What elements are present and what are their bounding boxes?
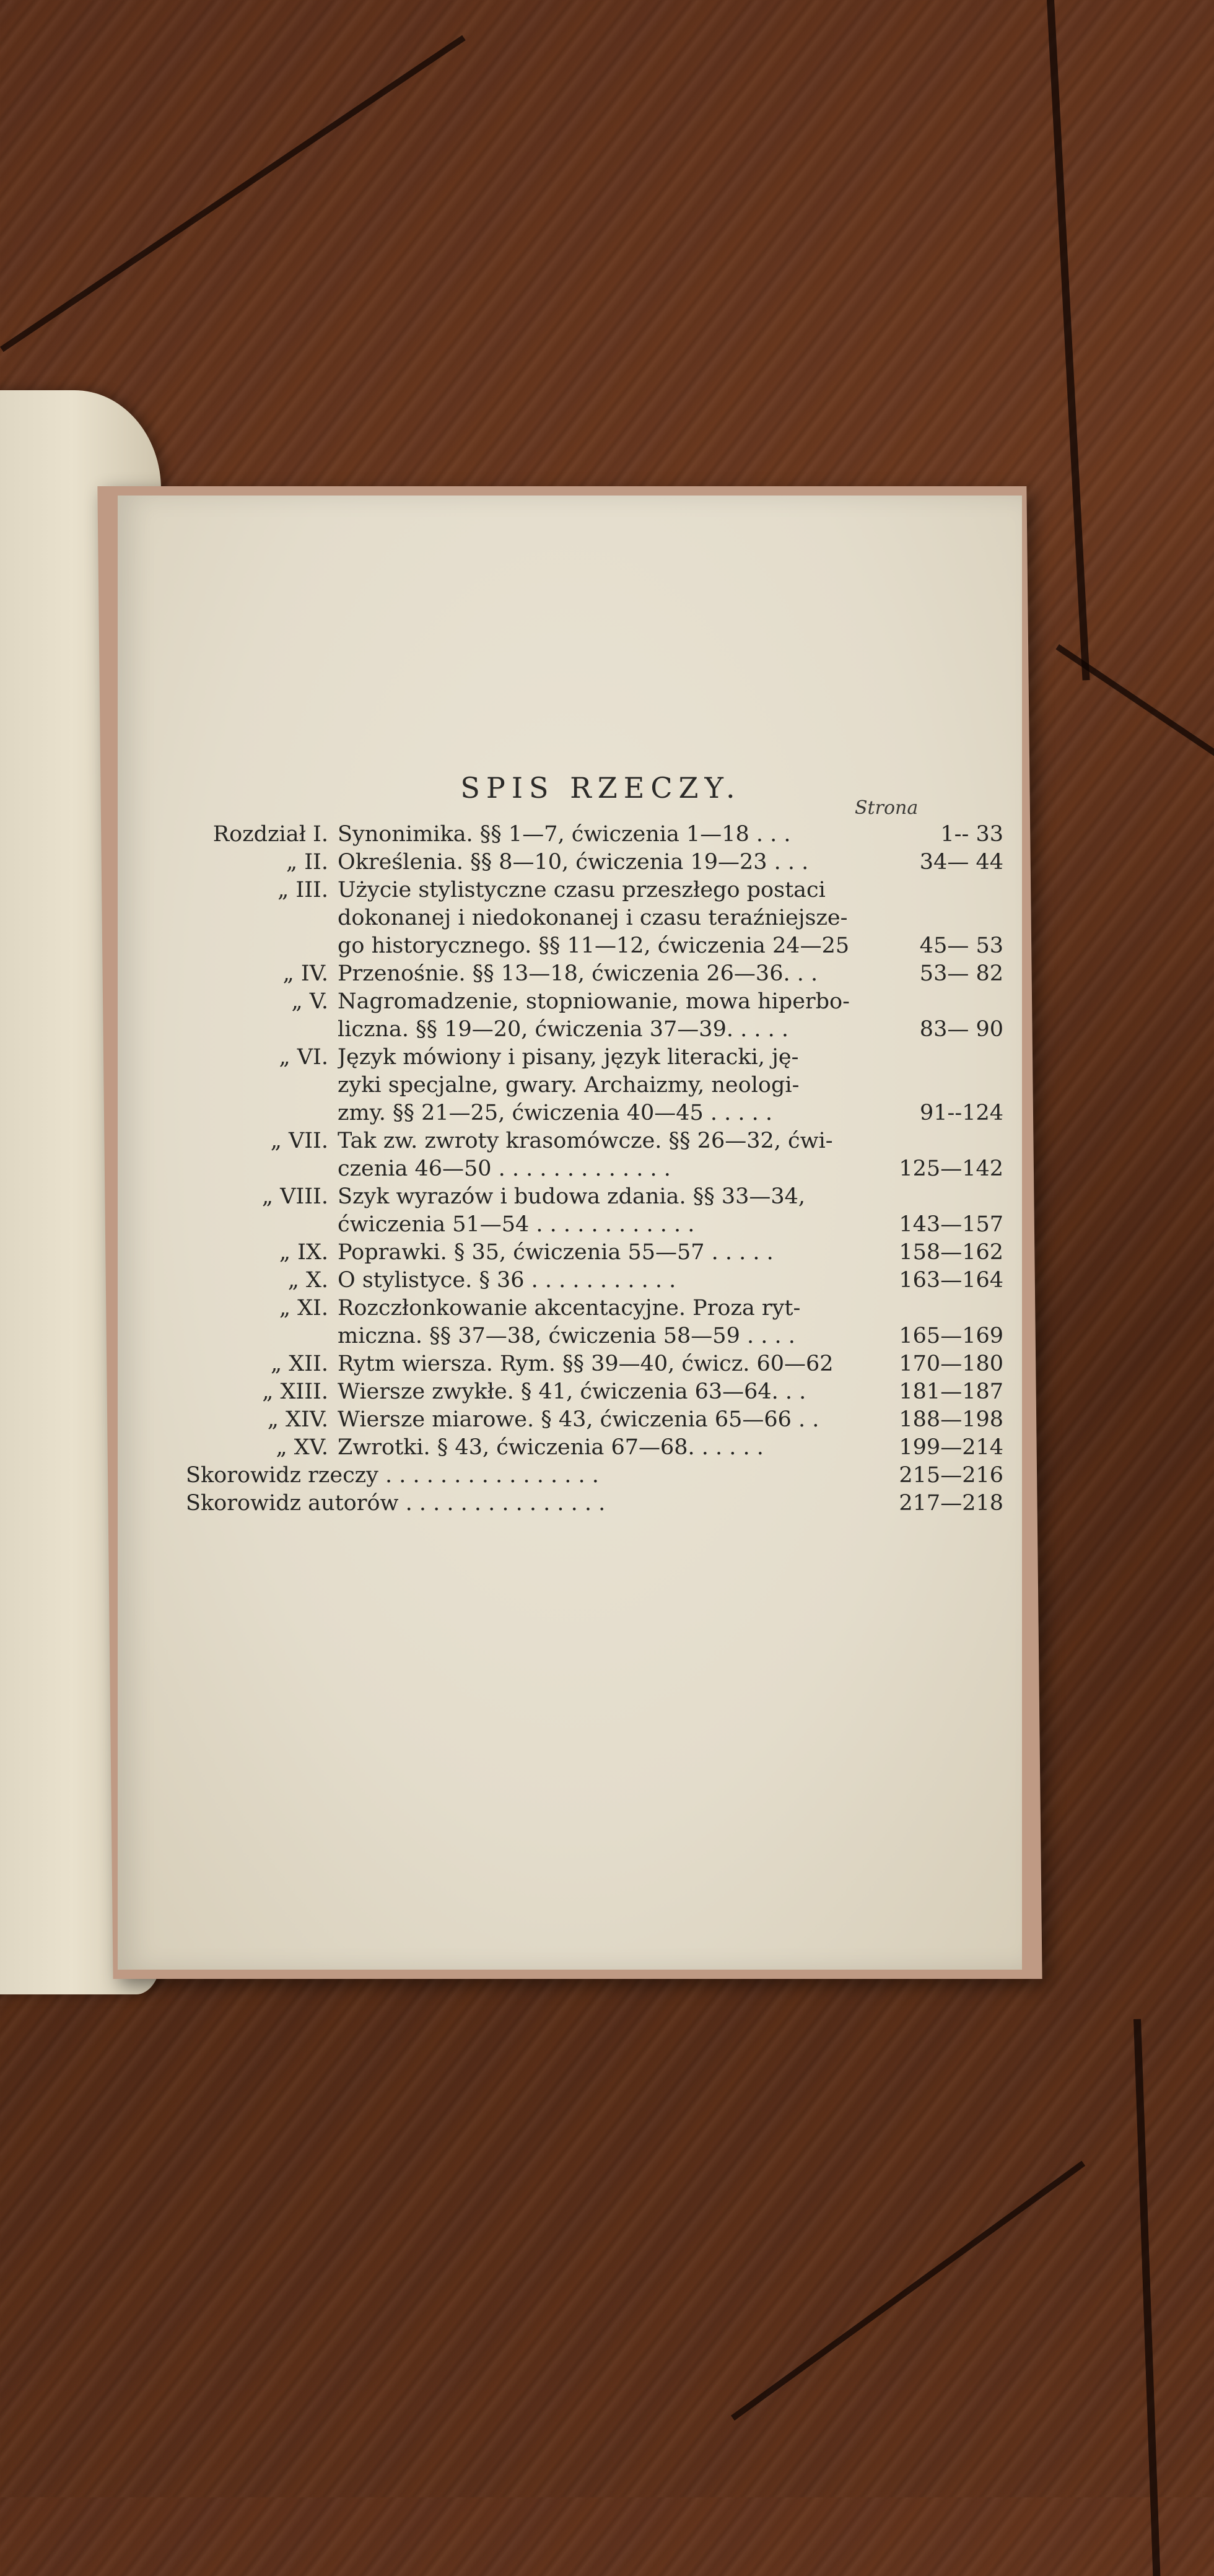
chapter-number: „ V. (291, 989, 328, 1014)
page-range: 165—169 (899, 1324, 1003, 1348)
chapter-title: Wiersze zwykłe. § 41, ćwiczenia 63—64. . . (338, 1379, 806, 1404)
page-range: 170—180 (899, 1351, 1003, 1376)
toc-row (186, 1016, 1003, 1044)
toc-row (186, 932, 1003, 960)
chapter-title: zyki specjalne, gwary. Archaizmy, neologi- (338, 1073, 800, 1098)
chapter-number: „ X. (287, 1268, 328, 1293)
toc-row (186, 988, 1003, 1016)
page-range: 158—162 (899, 1240, 1003, 1265)
page-range: 83— 90 (919, 1017, 1003, 1042)
chapter-title: Szyk wyrazów i budowa zdania. §§ 33—34, (338, 1184, 806, 1209)
chapter-number: „ VIII. (261, 1184, 328, 1209)
toc-row (186, 904, 1003, 932)
toc-row (186, 1239, 1003, 1267)
toc-row (186, 1072, 1003, 1099)
chapter-title: liczna. §§ 19—20, ćwiczenia 37—39. . . . . (338, 1017, 788, 1042)
page-range: 1-- 33 (940, 822, 1003, 847)
chapter-title: Synonimika. §§ 1—7, ćwiczenia 1—18 . . . (338, 822, 791, 847)
chapter-number: „ XII. (271, 1351, 328, 1376)
chapter-title: Poprawki. § 35, ćwiczenia 55—57 . . . . . (338, 1240, 774, 1265)
chapter-number: „ IX. (279, 1240, 328, 1265)
page-range: 125—142 (899, 1156, 1003, 1181)
chapter-number: „ VI. (279, 1045, 328, 1070)
page-range: 45— 53 (919, 933, 1003, 958)
chapter-title: Wiersze miarowe. § 43, ćwiczenia 65—66 . . (338, 1407, 819, 1432)
toc-row (186, 1044, 1003, 1072)
toc-row (186, 1462, 1003, 1490)
page-range: 163—164 (899, 1268, 1003, 1293)
chapter-number: „ XIII. (262, 1379, 328, 1404)
chapter-title: Skorowidz autorów . . . . . . . . . . . . . . . (186, 1491, 606, 1516)
chapter-number: „ III. (277, 878, 328, 902)
toc-row (186, 1350, 1003, 1378)
floor-seam (1133, 2019, 1160, 2576)
chapter-number: „ IV. (282, 961, 328, 986)
chapter-title: Rytm wiersza. Rym. §§ 39—40, ćwicz. 60—62 (338, 1351, 834, 1376)
toc-row (186, 849, 1003, 876)
page-range: 188—198 (899, 1407, 1003, 1432)
table-of-contents (186, 821, 1003, 1517)
page-range: 199—214 (899, 1435, 1003, 1460)
toc-row (186, 1378, 1003, 1406)
floor-seam (1055, 644, 1214, 781)
chapter-title: ćwiczenia 51—54 . . . . . . . . . . . . (338, 1212, 695, 1237)
chapter-number: „ XIV. (267, 1407, 328, 1432)
toc-row (186, 1127, 1003, 1155)
toc-row (186, 1155, 1003, 1183)
toc-row (186, 821, 1003, 849)
chapter-title: Nagromadzenie, stopniowanie, mowa hiperbo- (338, 989, 850, 1014)
chapter-number: „ XV. (276, 1435, 328, 1460)
chapter-number: „ VII. (270, 1129, 328, 1153)
toc-row (186, 1490, 1003, 1517)
chapter-number: Rozdział I. (212, 822, 328, 847)
chapter-number: „ XI. (279, 1296, 328, 1321)
chapter-title: Przenośnie. §§ 13—18, ćwiczenia 26—36. . . (338, 961, 818, 986)
chapter-number: „ II. (286, 850, 328, 875)
chapter-title: miczna. §§ 37—38, ćwiczenia 58—59 . . . . (338, 1324, 795, 1348)
page-range: 143—157 (899, 1212, 1003, 1237)
page-range: 53— 82 (919, 961, 1003, 986)
toc-row (186, 960, 1003, 988)
chapter-title: dokonanej i niedokonanej i czasu teraźniejsze- (338, 906, 848, 930)
toc-row (186, 876, 1003, 904)
page-range: 34— 44 (919, 850, 1003, 875)
toc-row (186, 1406, 1003, 1434)
chapter-title: zmy. §§ 21—25, ćwiczenia 40—45 . . . . . (338, 1101, 773, 1125)
toc-heading: SPIS RZECZY. (460, 771, 741, 805)
page-range: 217—218 (899, 1491, 1003, 1516)
chapter-title: Zwrotki. § 43, ćwiczenia 67—68. . . . . . (338, 1435, 764, 1460)
page-range: 215—216 (899, 1463, 1003, 1488)
floor-seam (0, 35, 466, 352)
toc-row (186, 1295, 1003, 1322)
chapter-title: Określenia. §§ 8—10, ćwiczenia 19—23 . . . (338, 850, 809, 875)
chapter-title: Język mówiony i pisany, język literacki, ję- (338, 1045, 799, 1070)
chapter-title: Rozczłonkowanie akcentacyjne. Proza ryt- (338, 1296, 801, 1321)
toc-row (186, 1267, 1003, 1295)
toc-row (186, 1434, 1003, 1462)
toc-row (186, 1211, 1003, 1239)
chapter-title: Tak zw. zwroty krasomówcze. §§ 26—32, ćwi- (338, 1129, 833, 1153)
page-range: 181—187 (899, 1379, 1003, 1404)
floor-seam (1047, 0, 1090, 680)
floor-seam (731, 2161, 1085, 2421)
chapter-title: czenia 46—50 . . . . . . . . . . . . . (338, 1156, 671, 1181)
chapter-title: Użycie stylistyczne czasu przeszłego postaci (338, 878, 826, 902)
chapter-title: Skorowidz rzeczy . . . . . . . . . . . . . . . . (186, 1463, 599, 1488)
toc-row (186, 1183, 1003, 1211)
page-range: 91--124 (920, 1101, 1003, 1125)
chapter-title: O stylistyce. § 36 . . . . . . . . . . . (338, 1268, 676, 1293)
page-column-label: Strona (855, 797, 919, 819)
toc-row (186, 1099, 1003, 1127)
chapter-title: go historycznego. §§ 11—12, ćwiczenia 24—25 (338, 933, 850, 958)
toc-row (186, 1322, 1003, 1350)
